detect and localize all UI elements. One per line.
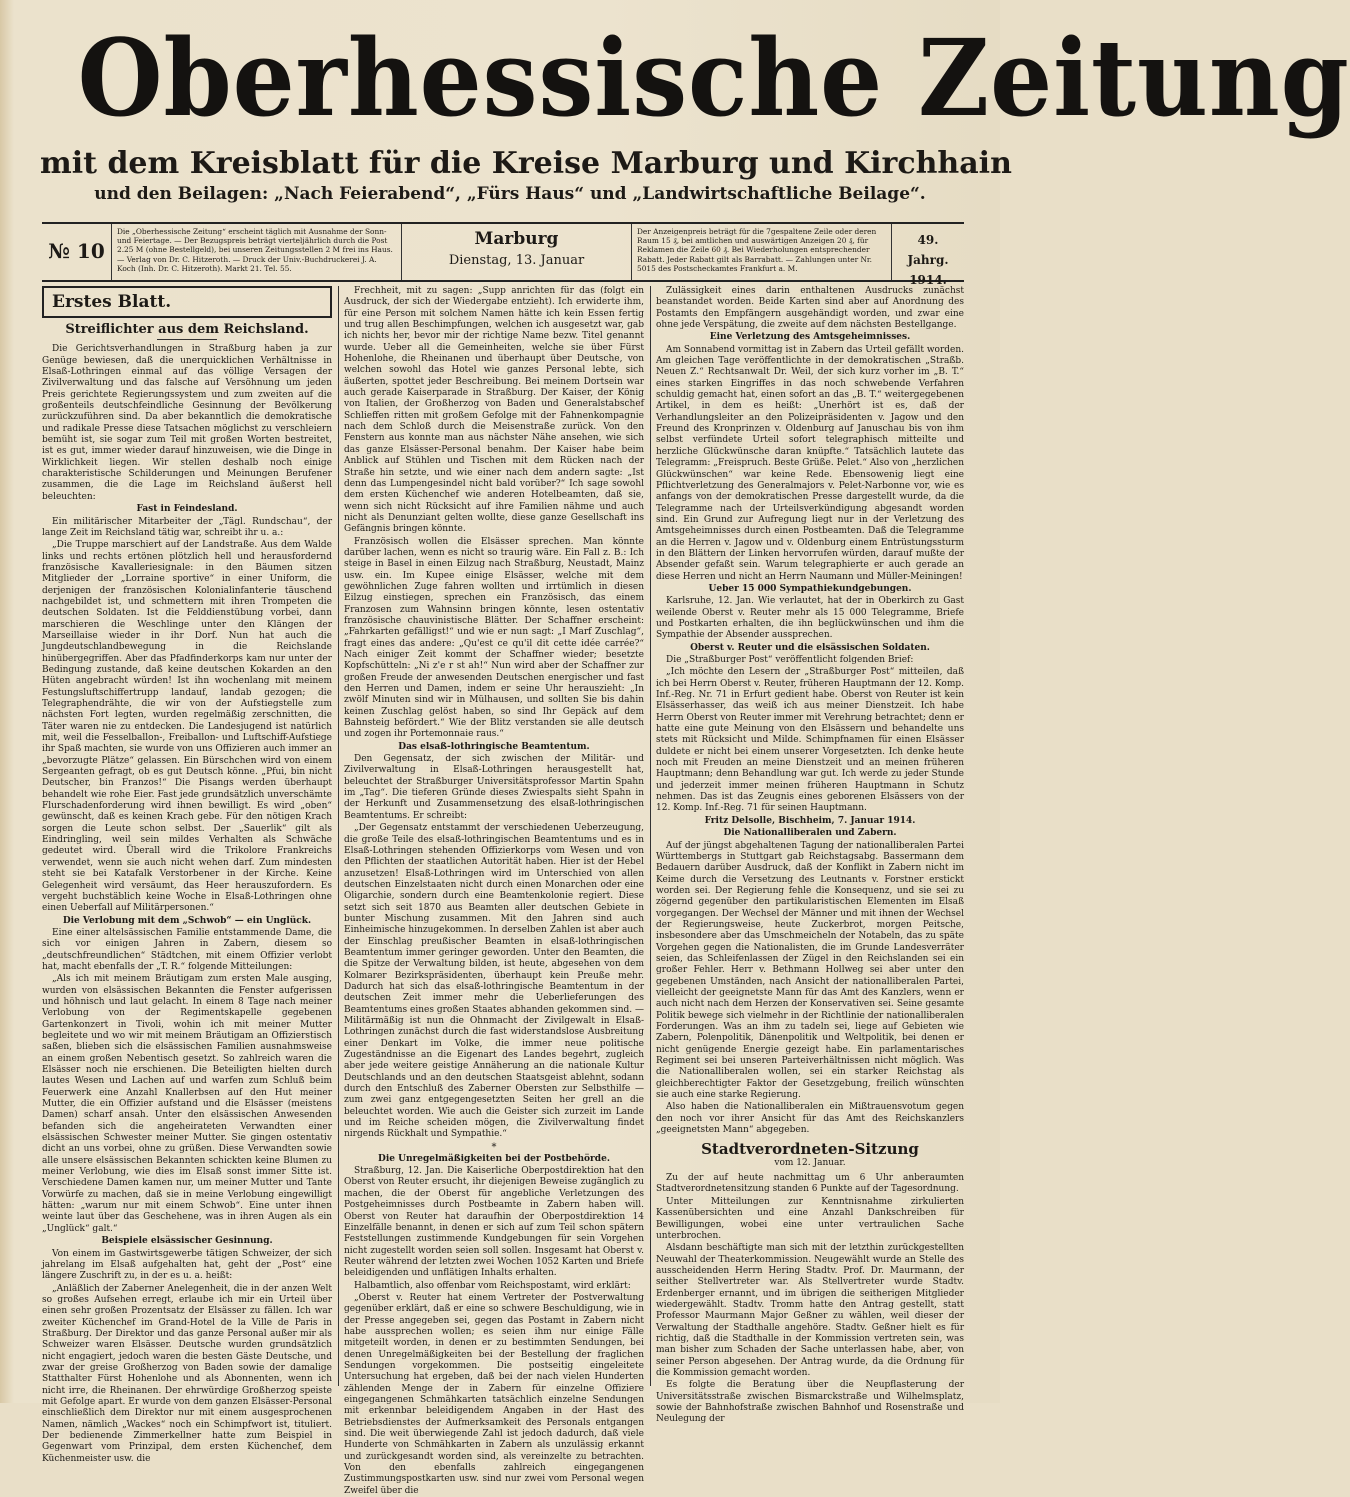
column-1 bbox=[42, 286, 332, 1464]
paragraph: „Ich möchte den Lesern der „Straßburger Post“ mitteilen, daß ich bei Herrn Oberst v. Reuter, früheren Hauptmann der 12. Komp. Inf.-Reg. Nr. 71 in Erfurt gedient habe. Oberst von Reuter ist kein Elsässerhasser, das weiß ich aus meiner Dienstzeit. Ich habe Herrn Oberst von Reuter immer mit Verehrung betrachtet; denn er hatte eine gute Meinung von den Elsässern und behandelte uns stets mit Rücksicht und Milde. Schimpfnamen für einen Elsässer duldete er nicht bei einem unserer Vorgesetzten. Ich denke heute noch mit Freuden an meine Dienstzeit und an meinen früheren Hauptmann; denn Behandlung war gut. Ich werde zu jeder Stunde und jederzeit immer meinen früheren Hauptmann in Schutz nehmen. Das ist das Zeugnis eines geborenen Elsässers von der 12. Komp. Inf.-Reg. 71 für seinen Hauptmann. bbox=[656, 667, 964, 814]
paragraph: Alsdann beschäftigte man sich mit der letzthin zurückgestellten Neuwahl der Theaterkommission. Neugewählt wurde an Stelle des ausscheidenden Herrn Hering Stadtv. Prof. Dr. Maurmann, der seither Stellvertreter war. Als Stellvertreter wurde Stadtv. Erdenberger ernannt, und im übrigen die seitherigen Mitglieder wiedergewählt. Stadtv. Tromm hatte den Antrag gestellt, statt Professor Maurmann Major Geßner zu wählen, weil dieser der Verwaltung der Stadthalle angehöre. Stadtv. Geßner hielt es für richtig, daß die Stadthalle in der Kommission vertreten sein, was man bisher zum Schaden der Sache unterlassen habe, aber, von seiner Person abgesehen. Der Antrag wurde, da die Ordnung für die Kommission gemacht worden. bbox=[656, 1243, 964, 1378]
subheading: Die Nationalliberalen und Zabern. bbox=[723, 828, 897, 839]
column-2 bbox=[344, 286, 644, 1496]
separator bbox=[157, 339, 217, 340]
section-banner: Erstes Blatt. bbox=[42, 286, 332, 318]
column-3 bbox=[656, 286, 964, 1425]
supplements-line: und den Beilagen: „Nach Feierabend“, „Fürs Haus“ und „Landwirtschaftliche Beilage“. bbox=[94, 184, 926, 204]
paragraph: Die „Straßburger Post“ veröffentlicht folgenden Brief: bbox=[666, 655, 914, 665]
paragraph: Am Sonnabend vormittag ist in Zabern das Urteil gefällt worden. Am gleichen Tage veröffentlichte in der demokratischen „Straßb. Neuen Z.“ Rechtsanwalt Dr. Weil, der sich kurz vorher im „B. T.“ eines starken Eingriffes in das noch schwebende Verfahren schuldig gemacht hat, einen sofort an das „B. T.“ weitergegebenen Artikel, in dem es heißt: „Unerhört ist es, daß der Verhandlungsleiter an den Polizeipräsidenten v. Jagow und den Freund des Kronprinzen v. Oldenburg auf Januschau bis von ihm selbst verfündete Urteil sofort telegraphisch mitteilte und herzliche Glückwünsche daran knüpfte.“ Tatsächlich lautete das Telegramm: „Freispruch. Beste Grüße. Pelet.“ Also von „herzlichen Glückwünschen“ war keine Rede. Ebensowenig liegt eine Pflichtverletzung des Generalmajors v. Pelet-Narbonne vor, wie es anfangs von der demokratischen Presse dargestellt wurde, da die Telegramme nach der Urteilsverkündigung abgesandt worden sind. Ein Grund zur Aufregung liegt nur in der Verletzung des Amtsgeheimnisses durch einen Postbeamten. Daß die Telegramme an die Herren v. Jagow und v. Oldenburg einem Entrüstungssturm in den Blättern der Linken hervorrufen würden, darauf mußte der Absender gefaßt sein. Warum telegraphierte er auch gerade an diese Herren und nicht an Herrn Naumann und Müller-Meiningen! bbox=[656, 344, 964, 582]
masthead bbox=[40, 8, 1350, 206]
paragraph: Ein militärischer Mitarbeiter der „Tägl. Rundschau“, der lange Zeit im Reichsland tätig war, schreibt ihr u. a.: bbox=[42, 516, 332, 538]
paragraph: Frechheit, mit zu sagen: „Supp anrichten für das (folgt ein Ausdruck, der sich der Wiedergabe entzieht). Ich erwiderte ihm, für eine Person mit solchem Namen hätte ich kein Essen fertig und trug allen Beschimpfungen, welchen ich ausgesetzt war, gab ich nichts her, bevor mir der richtige Name bezw. Titel genannt wurde. Ueber all die Gemeinheiten, welche sie über Fürst Hohenlohe, die Rheinanen und überhaupt über Deutsche, von welchen sowohl das Hotel wie ganzes Personal lebte, sich äußerten, spottet jeder Beschreibung. Bei meinem Dortsein war auch gerade Kaiserparade in Straßburg. Der Kaiser, der König von Italien, der Großherzog von Baden und Generalstabschef Schlieffen ritten mit großem Gefolge mit der Fahnenkompagnie nach dem Schloß durch die Meisenstraße zurück. Von den Fenstern aus konnte man aus nächster Nähe ansehen, wie sich das ganze Elsässer-Personal benahm. Der Kaiser habe beim Anblick auf Stühlen und Tischen mit dem Rücken nach der Straße hin setzte, und wie einer nach dem andern sagte: „Ist denn das Lumpengesindel nicht bald vorüber?“ Ich sage sowohl dem ersten Küchenchef wie anderen Hotelbeamten, daß sie, wenn sich nicht Rücksicht auf ihre Familien nähme und auch nicht als Denunziant gelten wollte, diese ganze Gesellschaft ins Gefängnis bringen könnte. bbox=[344, 286, 644, 535]
paragraph: Französisch wollen die Elsässer sprechen. Man könnte darüber lachen, wenn es nicht so traurig wäre. Ein Fall z. B.: Ich steige in Basel in einen Eilzug nach Straßburg, Neustadt, Mainz usw. ein. Im Kupee einige Elsässer, welche mit dem gewöhnlichen Zuge fahren wollten und irrtümlich in diesen Eilzug einstiegen, sprechen ein Französisch, das einem Franzosen zum Wahnsinn bringen könnte, lesen ostentativ französische chauvinistische Blätter. Der Schaffner erscheint: „Fahrkarten gefälligst!“ und wie er nun sagt: „I Marf Zuschlag“, fragt eines das andere: „Qu'est ce qu'il dit cette idée carrée?“ Nach einiger Zeit kommt der Schaffner wieder; besetzte Kopfschütteln: „Ni z'e r st ah!“ Nun wird aber der Schaffner zur großen Freude der anwesenden Deutschen energischer und fast den Herren und Damen, indem er seine Uhr herauszieht: „In zwölf Minuten sind wir in Mülhausen, und sollten Sie bis dahin keinen Zuschlag gelöst haben, so sind Ihr Gepäck auf dem Bahnsteig befördert.“ Wie der Blitz verstanden sie alle deutsch und zogen ihr Portemonnaie raus.“ bbox=[344, 536, 644, 740]
advertising-info: Der Anzeigenpreis beträgt für die 7gespaltene Zeile oder deren Raum 15 ₰, bei amtlichen und auswärtigen Anzeigen 20 ₰, für Reklamen die Zeile 60 ₰. Bei Wiederholungen entsprechender Rabatt. Jeder Rabatt gilt als Barrabatt. — Zahlungen unter Nr. 5015 des Postscheckamtes Frankfurt a. M. bbox=[632, 224, 892, 280]
dateline-city: Marburg bbox=[474, 229, 559, 249]
subheading: Eine Verletzung des Amtsgeheimnisses. bbox=[709, 332, 911, 343]
paragraph: Zulässigkeit eines darin enthaltenen Ausdrucks zunächst beanstandet worden. Beide Karten sind aber auf Anordnung des Postamts den Empfängern ausgehändigt worden, und zwar eine ohne jede Verspätung, die zweite auf dem nächsten Bestellgange. bbox=[656, 286, 964, 331]
year: 1914. bbox=[909, 273, 947, 287]
paragraph: Die Gerichtsverhandlungen in Straßburg haben ja zur Genüge bewiesen, daß die unerquicklichen Verhältnisse in Elsaß-Lothringen einmal auf das völlige Versagen der Zivilverwaltung und das falsche auf Versöhnung um jeden Preis gerichtete Regierungssystem und zum zweiten auf die großenteils deutschfeindliche Gesinnung der Bevölkerung zurückzuführen sind. Da aber bekanntlich die demokratische und radikale Presse diese Tatsachen möglichst zu verschleiern bemüht ist, sie sogar zum Teil mit großen Worten bestreitet, ist es gut, immer wieder darauf hinzuweisen, wie die Dinge in Wirklichkeit liegen. Wir stellen deshalb noch einige charakteristische Schilderungen und Meinungen Berufener zusammen, die die Lage im Reichsland äußerst hell beleuchten: bbox=[42, 344, 332, 502]
paragraph: Also haben die Nationalliberalen ein Mißtrauensvotum gegen den noch vor ihrer Ansicht für das Amt des Reichskanzlers „geeignetsten Mann“ abgegeben. bbox=[656, 1102, 964, 1136]
paragraph: Unter Mitteilungen zur Kenntnisnahme zirkulierten Kassenübersichten und eine Anzahl Dankschreiben für Bewilligungen, wobei eine unter vertraulichen Sache unterbrochen. bbox=[656, 1196, 964, 1241]
subheading: Die Verlobung mit dem „Schwob“ — ein Unglück. bbox=[62, 915, 312, 926]
newspaper-title: Oberhessische Zeitung bbox=[77, 15, 1350, 140]
paragraph: Auf der jüngst abgehaltenen Tagung der nationalliberalen Partei Württembergs in Stuttgart gab Reichstagsabg. Bassermann dem Bedauern darüber Ausdruck, daß der Konflikt in Zabern nicht im Keime durch die Versetzung des Leutnants v. Forstner erstickt worden sei. Der Regierung fehle die Konsequenz, und sie sei zu zögernd gegenüber den partikularistischen Elementen im Elsaß vorgegangen. Der Wechsel der Männer und mit ihnen der Wechsel der Regierungsweise, heute Zuckerbrot, morgen Peitsche, insbesondere aber das Umschmeicheln der Notabeln, das zu späte Vorgehen gegen die Nationalisten, die im Grunde Landesverräter seien, das Schleifenlassen der Zügel in den Reichslanden sei ein großer Fehler. Herr v. Bethmann Hollweg sei aber unter den gegebenen Umständen, nach Ansicht der nationalliberalen Partei, vielleicht der geeignetste Mann für das Amt des Kanzlers, wenn er auch nicht nach dem Herzen der Konservativen sei. Seine gesamte Politik bewege sich vielmehr in der Richtlinie der nationalliberalen Forderungen. Was an ihm zu tadeln sei, liege auf Gebieten wie Zabern, Polenpolitik, Dänenpolitik und Weltpolitik, bei denen er nicht genügende Energie gezeigt habe. Ein parlamentarisches Regiment sei bei unseren Parteiverhältnissen nicht möglich. Was die Nationalliberalen wollen, sei ein starker Reichstag als gleichberechtigter Faktor der Gesetzgebung, freilich wünschten sie auch eine starke Regierung. bbox=[656, 840, 964, 1101]
article-date: vom 12. Januar. bbox=[774, 1157, 846, 1168]
paragraph: Es folgte die Beratung über die Neupflasterung der Universitätsstraße zwischen Bismarckstraße und Wilhelmsplatz, sowie der Bahnhofstraße zwischen Bahnhof und Rosenstraße und Neulegung der bbox=[656, 1380, 964, 1425]
paragraph: Von einem im Gastwirtsgewerbe tätigen Schweizer, der sich jahrelang im Elsaß aufgehalten hat, geht der „Post“ eine längere Zuschrift zu, in der es u. a. heißt: bbox=[42, 1248, 332, 1282]
paragraph: „Die Truppe marschiert auf der Landstraße. Aus dem Walde links und rechts ertönen plötzlich hell und herausfordernd französische Kavalleriesignale: in den Bäumen sitzen Mitglieder der „Lorraine sportive“ in einer Uniform, die derjenigen der französischen Kolonialinfanterie täuschend nachgebildet ist, und schmettern mit ihren Trompeten die deutschen Soldaten. Ist die Felddienstübung vorbei, dann marschieren die Weschlinge unter den Klängen der Marseillaise wieder in ihr Dorf. Nun hat auch die Jungdeutschlandbewegung in die Reichslande hinübergegriffen. Aber das Pfadfinderkorps kam nur unter der Bedingung zustande, daß keine deutschen Kokarden an den Hüten angebracht würden! Ist ihn wochenlang mit meinem Festungsluftschiffertrupp landauf, landab gezogen; die Telegraphendrähte, die wir von der Aufstiegstelle zum nächsten Fort legten, wurden regelmäßig zerschnitten, die Täter waren nie zu entdecken. Die Landesjugend ist natürlich mit, weil die Fesselballon-, Freiballon- und Luftschiff-Aufstiege ihr Spaß machten, sie wurde von uns Offizieren auch immer an „bevorzugte Plätze“ gelassen. Ein Bürschchen wird von einem Sergeanten gefragt, ob es gut Deutsch könne. „Pfui, bin nicht Deutscher, bin Franzos!“ Die Pisangs werden überhaupt behandelt wie rohe Eier. Fast jede grundsätzlich unverschämte Flurschadenforderung wird ihnen bewilligt. Es wird „oben“ gewünscht, daß es keinen Krach gebe. Für den nötigen Krach sorgen die Leute schon selbst. Der „Sauerlik“ gilt als Eindringling, weil sein mildes Verhalten als Schwäche gedeutet wird. Überall wird die Trikolore Frankreichs verwendet, wenn sie auch nicht wehen darf. Zum mindesten steht sie bei Katafalk Verstorbener in der Kirche. Keine Gelegenheit wird versäumt, das Heer herauszufordern. Es vergeht buchstäblich keine Woche in Elsaß-Lothringen ohne einen Ueberfall auf Militärpersonen.“ bbox=[42, 540, 332, 914]
paragraph: Eine einer altelsässischen Familie entstammende Dame, die sich vor einigen Jahren in Zabern, diesem so „deutschfreundlichen“ Städtchen, mit einem Offizier verlobt hat, macht ebenfalls der „T. R.“ folgende Mitteilungen: bbox=[42, 927, 332, 972]
column-rule bbox=[338, 286, 339, 1386]
subheading: Das elsaß-lothringische Beamtentum. bbox=[398, 741, 590, 752]
paragraph: „Als ich mit meinem Bräutigam zum ersten Male ausging, wurden von elsässischen Bekannten die Fenster aufgerissen und höhnisch und laut gelacht. In einem 8 Tage nach meiner Verlobung von der Regimentskapelle gegebenen Gartenkonzert in Tivoli, wohin ich mit meiner Mutter begleitete und wo wir mit meinem Bräutigam an Offizierstisch saßen, blieben sich die elsässischen Familien ausnahmsweise an einem großen Nebentisch gesetzt. So zahlreich waren die Elsässer noch nie erschienen. Die Beteiligten hielten durch lautes Wesen und Lachen auf und warfen zum Schluß beim Feuerwerk eine Anzahl Knallerbsen auf den Hut meiner Mutter, die ein Offizier aufstand und die Elsässer (meistens Damen) scharf ansah. Unter den elsässischen Anwesenden befanden sich die angeheirateten Verwandten einer elsässischen Schwester meiner Mutter. Sie gingen ostentativ dicht an uns vorbei, ohne zu grüßen. Diese Verwandten sowie alle unsere elsässischen Bekannten schickten keine Blumen zu meiner Verlobung, wie dies im Elsaß sonst immer Sitte ist. Verschiedene Damen kamen nur, um meiner Mutter und Tante Vorwürfe zu machen, daß sie in meine Verlobung eingewilligt hätten: „warum nur mit einem Schwob“. Eine unter ihnen weinte laut über das Geschehene, was in ihren Augen als ein „Unglück“ galt.“ bbox=[42, 974, 332, 1234]
columns bbox=[42, 286, 964, 1496]
article-headline: Streiflichter aus dem Reichsland. bbox=[65, 322, 309, 337]
subscription-info: Die „Oberhessische Zeitung“ erscheint täglich mit Ausnahme der Sonn- und Feiertage. — Der Bezugspreis beträgt vierteljährlich durch die Post 2.25 M (ohne Bestellgeld), bei unseren Zeitungsstellen 2 M frei ins Haus. — Verlag von Dr. C. Hitzeroth. — Druck der Univ.-Buchdruckerei J. A. Koch (Inh. Dr. C. Hitzeroth). Markt 21. Tel. 55. bbox=[112, 224, 402, 280]
subheading: Oberst v. Reuter und die elsässischen Soldaten. bbox=[690, 642, 930, 653]
subheading: Fast in Feindesland. bbox=[136, 504, 238, 515]
paragraph: Zu der auf heute nachmittag um 6 Uhr anberaumten Stadtverordnetensitzung standen 6 Punkte auf der Tagesordnung. bbox=[656, 1173, 964, 1195]
paragraph: Den Gegensatz, der sich zwischen der Militär- und Zivilverwaltung in Elsaß-Lothringen herausgestellt hat, beleuchtet der Straßburger Universitätsprofessor Martin Spahn im „Tag“. Die tieferen Gründe dieses Zwiespalts sieht Spahn in der Herkunft und Zusammensetzung des elsaß-lothringischen Beamtentums. Er schreibt: bbox=[344, 754, 644, 821]
signature: Fritz Delsolle, Bischheim, 7. Januar 1914. bbox=[704, 815, 916, 826]
column-rule bbox=[650, 286, 651, 1386]
paragraph: Straßburg, 12. Jan. Die Kaiserliche Oberpostdirektion hat den Oberst von Reuter ersucht, ihr diejenigen Beweise zugänglich zu machen, die der Oberst für angebliche Verletzungen des Postgeheimnisses durch Postbeamte in Zabern haben will. Oberst von Reuter hat daraufhin der Oberpostdirektion 14 Einzelfälle benannt, in denen er sich auf zum Teil schon spätern Feststellungen zustimmende Kundgebungen für sein Vorgehen nicht zugestellt worden seien soll sollen. Insgesamt hat Oberst v. Reuter während der letzten zwei Wochen 1052 Karten und Briefe beleidigenden und unflätigen Inhalts erhalten. bbox=[344, 1166, 644, 1279]
dateline-date: Dienstag, 13. Januar bbox=[448, 253, 585, 268]
subheading: Ueber 15 000 Sympathiekundgebungen. bbox=[708, 583, 912, 594]
dateline bbox=[402, 224, 632, 280]
subheading: Die Unregelmäßigkeiten bei der Postbehörde. bbox=[378, 1153, 610, 1164]
issue-number: № 10 bbox=[42, 224, 112, 280]
newspaper-subtitle: mit dem Kreisblatt für die Kreise Marburg und Kirchhain bbox=[40, 146, 1012, 181]
section-star: * bbox=[491, 1141, 497, 1153]
paragraph: „Oberst v. Reuter hat einem Vertreter der Postverwaltung gegenüber erklärt, daß er eine so schwere Beschuldigung, wie in der Presse angegeben sei, gegen das Postamt in Zabern nicht habe aussprechen wollen; es seien ihm nur einige Fälle mitgeteilt worden, in denen er zu bestimmten Sendungen, bei denen Unregelmäßigkeiten bei der Bestellung der fraglichen Sendungen vorgekommen. Die postseitig eingeleitete Untersuchung hat ergeben, daß bei der nach vielen Hunderten zählenden Menge der in Zabern für einzelne Offiziere eingegangenen Schmähkarten tatsächlich einzelne Sendungen mit erkennbar beleidigendem Angaben in der Hast des Betriebsdienstes der Aufmerksamkeit des Personals entgangen sind. Die weit überwiegende Zahl ist jedoch dadurch, daß viele Hunderte von Schmähkarten in Zabern als unzulässig erkannt und zurückgesandt worden sind, als vereinzelte zu betrachten. Von den ebenfalls zahlreich eingegangenen Zustimmungspostkarten usw. sind nur zwei vom Personal wegen Zweifel über die bbox=[344, 1292, 644, 1496]
subheading: Beispiele elsässischer Gesinnung. bbox=[101, 1236, 273, 1247]
paragraph: Karlsruhe, 12. Jan. Wie verlautet, hat der in Oberkirch zu Gast weilende Oberst v. Reuter mehr als 15 000 Telegramme, Briefe und Postkarten erhalten, die ihn beglückwünschen und ihm die Sympathie der Absender aussprechen. bbox=[656, 596, 964, 641]
volume-year bbox=[892, 224, 964, 287]
paragraph: „Anläßlich der Zaberner Anelegenheit, die in der anzen Welt so großes Aufsehen erregt, erlaube ich mir ein Urteil über einen sehr großen Prozentsatz der Elsässer zu fällen. Ich war zweiter Küchenchef im Grand-Hotel de la Ville de Paris in Straßburg. Der Direktor und das ganze Personal außer mir als Schweizer waren Elsässer. Deutsche wurden grundsätzlich nicht engagiert, jedoch waren die besten Gäste Deutsche, und zwar der greise Großherzog von Baden sowie der damalige Statthalter Fürst Hohenlohe und als Abonnenten, wenn ich nicht irre, die Rheinanen. Der ehrwürdige Großherzog speiste mit Gefolge apart. Er wurde von dem ganzen Elsässer-Personal einschließlich dem Direktor nur mit einem ausgesprochenen Namen, nämlich „Wackes“ noch ein Schimpfwort ist, tituliert. Der bedienende Zimmerkellner hatte zum Beispiel in Gegenwart vom Prinzipal, dem ersten Küchenchef, dem Küchenmeister usw. die bbox=[42, 1283, 332, 1464]
paragraph: Halbamtlich, also offenbar vom Reichspostamt, wird erklärt: bbox=[354, 1280, 631, 1291]
info-bar bbox=[42, 222, 964, 287]
volume: 49. Jahrg. bbox=[907, 233, 949, 267]
paragraph: „Der Gegensatz entstammt der verschiedenen Ueberzeugung, die große Teile des elsaß-lothringischen Beamtentums und es in Elsaß-Lothringen stehenden Offizierkorps vom Wesen und von den Pflichten der staatlichen Autorität haben. Hier ist der Hebel anzusetzen! Elsaß-Lothringen wird im Unterschied von allen deutschen Einzelstaaten nicht durch einen Monarchen oder eine Oligarchie, sondern durch eine Beamtenkolonie regiert. Diese setzt sich seit 1870 aus Beamten aller deutschen Gebiete in bunter Mischung zusammen. Mit den Jahren sind auch Einheimische hinzugekommen. In derselben Zahlen ist aber auch der Einschlag preußischer Beamten in elsaß-lothringischen Beamtentum immer geringer geworden. Unter den Beamten, die die Spitze der Verwaltung bilden, ist heute, abgesehen von dem Kolmarer Bezirkspräsidenten, überhaupt kein Preuße mehr. Dadurch hat sich das elsaß-lothringische Beamtentum in der deutschen Zeit immer mehr die Ueberlieferungen des Beamtentums eines großen Staates abhanden gekommen sind. — Militärmäßig ist nun die Ohnmacht der Zivilgewalt in Elsaß-Lothringen zunächst durch die fast widerstandslose Ausbreitung einer Denkart im Volke, die immer neue politische Zugeständnisse an die Eigenart des Landes begehrt, zugleich aber jede weitere geistige Annäherung an die nationale Kultur Deutschlands und an den deutschen Staatsgeist ablehnt, sodann durch den Entschluß des Zaberner Obersten zur Selbsthilfe — zum zwei ganz entgegengesetzten Seiten her grell an die beleuchtet worden. Wie auch die Geister sich zurzeit im Lande und im Reiche scheiden mögen, die Zivilverwaltung findet nirgends Rückhalt und Sympathie.“ bbox=[344, 823, 644, 1140]
article-headline: Stadtverordneten-Sitzung bbox=[701, 1140, 919, 1159]
